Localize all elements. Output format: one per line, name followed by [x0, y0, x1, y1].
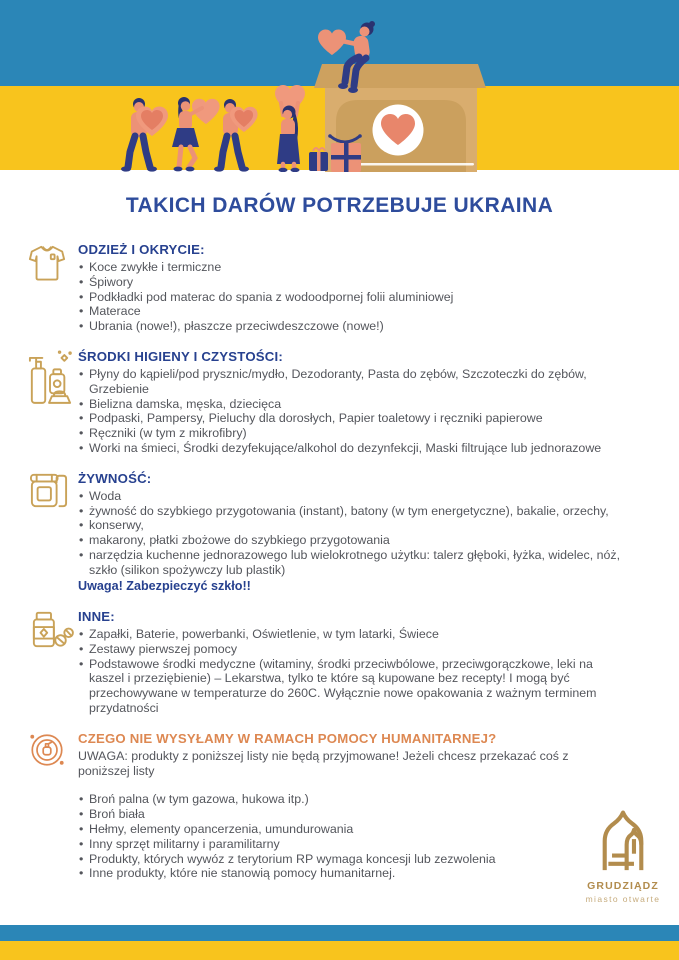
item-list [78, 260, 621, 334]
list-item: • Ubrania (nowe!), płaszcze przeciwdeszczowe (nowe!) [78, 319, 621, 334]
prohibited-icon [28, 731, 66, 769]
list-item: • Podkładki pod materac do spania z wodoodpornej folii aluminiowej [78, 290, 621, 305]
not-accepted-warning: UWAGA: produkty z poniższej listy nie będą przyjmowane! Jeżeli chcesz przekazać coś z poniższej listy [78, 748, 569, 778]
list-item: • Inny sprzęt militarny i paramilitarny [78, 837, 621, 852]
list-item: • Broń palna (w tym gazowa, hukowa itp.) [78, 792, 621, 807]
donation-illustration-icon [0, 0, 679, 172]
list-item: • Koce zwykłe i termiczne [78, 260, 621, 275]
granary-arch-icon [593, 808, 653, 872]
list-item: • Inne produkty, które nie stanowią pomocy humanitarnej. [78, 866, 621, 881]
footer-stripe-yellow [0, 941, 679, 960]
banner [0, 0, 679, 172]
item-list [78, 489, 621, 578]
footer-stripe-blue [0, 925, 679, 941]
list-item: • Śpiwory [78, 275, 621, 290]
list-item: • Woda [78, 489, 621, 504]
list-item: • konserwy, [78, 518, 621, 533]
section-heading: ŻYWNOŚĆ: [78, 470, 152, 486]
section-heading: INNE: [78, 609, 115, 625]
section-hygiene [0, 349, 679, 456]
logo-tagline: miasto otwarte [585, 894, 661, 904]
list-item: • Worki na śmieci, Środki dezyfekujące/alkohol do dezynfekcji, Maski filtrujące lub jednorazowe [78, 441, 621, 456]
list-item: • Płyny do kąpieli/pod prysznic/mydło, Dezodoranty, Pasta do zębów, Szczoteczki do zębów, Grzebienie [78, 367, 621, 397]
list-item: • Zapałki, Baterie, powerbanki, Oświetlenie, w tym latarki, Świece [78, 627, 621, 642]
list-item: • Podpaski, Pampersy, Pieluchy dla dorosłych, Papier toaletowy i ręczniki papierowe [78, 411, 621, 426]
list-item: • Hełmy, elementy opancerzenia, umundurowania [78, 822, 621, 837]
list-item: • makarony, płatki zbożowe do szybkiego przygotowania [78, 533, 621, 548]
list-item: • żywność do szybkiego przygotowania (instant), batony (w tym energetyczne), bakalie, orzechy, [78, 504, 621, 519]
glass-warning-note: Uwaga! Zabezpieczyć szkło!! [78, 578, 251, 593]
tshirt-icon [28, 242, 66, 282]
list-item: • Bielizna damska, męska, dziecięca [78, 397, 621, 412]
grudziadz-logo [583, 808, 663, 904]
list-item: • Ręczniki (w tym z mikrofibry) [78, 426, 621, 441]
logo-city-name: GRUDZIĄDZ [587, 880, 659, 892]
section-clothing [0, 242, 679, 334]
hygiene-icon [28, 349, 72, 407]
section-food [0, 471, 679, 594]
list-item: • Podstawowe środki medyczne (witaminy, środki przeciwbólowe, przeciwgorączkowe, leki na kaszel i przeziębienie) – Lekarstwa, tylko te które są kupowane bez recepty! I mogą być przechowywane w temperaturze do 260C. Wyłącznie nowe opakowania z ważnym terminem przydatności [78, 657, 621, 716]
list-item: • Broń biała [78, 807, 621, 822]
section-not-accepted [0, 731, 679, 881]
list-item: • Produkty, których wywóz z terytorium RP wymaga koncesji lub zezwolenia [78, 852, 621, 867]
section-other [0, 609, 679, 716]
medicine-icon [28, 609, 74, 649]
page-title: TAKICH DARÓW POTRZEBUJE UKRAINA [125, 194, 554, 217]
item-list [78, 627, 621, 716]
item-list [78, 792, 621, 881]
sections [0, 230, 679, 896]
section-heading: ODZIEŻ I OKRYCIE: [78, 242, 205, 257]
section-heading: CZEGO NIE WYSYŁAMY W RAMACH POMOCY HUMANITARNEJ? [78, 730, 497, 746]
food-jar-icon [28, 471, 70, 509]
list-item: • Materace [78, 304, 621, 319]
list-item: • narzędzia kuchenne jednorazowego lub wielokrotnego użytku: talerz głęboki, łyżka, widelec, nóż, szkło (silikon spożywczy lub plastik) [78, 548, 621, 578]
section-heading: ŚRODKI HIGIENY I CZYSTOŚCI: [78, 348, 283, 364]
item-list [78, 367, 621, 456]
list-item: • Zestawy pierwszej pomocy [78, 642, 621, 657]
